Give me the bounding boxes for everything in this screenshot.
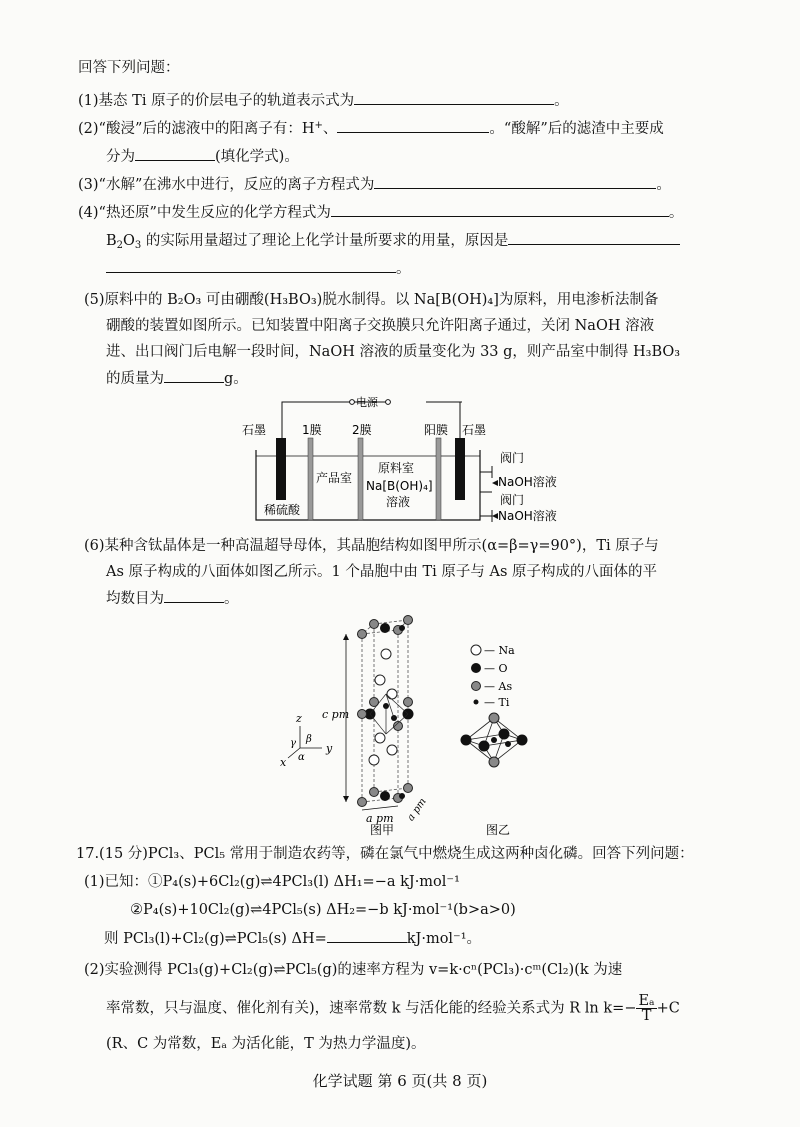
q6-text-a: 均数目为 (106, 591, 164, 607)
question-4-line1 (78, 202, 683, 223)
label-feed-room: 原料室 (378, 461, 415, 475)
q17-p1-text-a: 则 PCl₃(l)+Cl₂(g)⇌PCl₅(s) ΔH= (104, 931, 327, 947)
q4-sub1: 2 (116, 240, 124, 251)
q1-end: 。 (554, 93, 569, 109)
q3-answer-blank[interactable] (374, 174, 656, 189)
power-terminal-left (350, 400, 355, 405)
q17-p1-line3 (104, 928, 481, 949)
legend-na: — Na (484, 644, 515, 657)
activation-energy-fraction (636, 994, 656, 1023)
c-arrow-top (343, 634, 349, 640)
label-naoh-2: NaOH溶液 (498, 509, 557, 523)
a-dimension-bottom (362, 806, 398, 810)
q17-p2-line1: (2)实验测得 PCl₃(g)+Cl₂(g)⇌PCl₅(g)的速率方程为 v=k·cⁿ(PCl₃)·cᵐ(Cl₂)(k 为速 (84, 962, 623, 978)
q4-answer-blank-3[interactable] (106, 258, 396, 273)
legend-as: — As (484, 680, 513, 693)
q2-text-a: (2)“酸浸”后的滤液中的阳离子有：H (78, 121, 315, 137)
q17-p2-text-b: +C (656, 1000, 680, 1017)
membrane-1 (308, 438, 313, 520)
q6-line1: (6)某种含钛晶体是一种高温超导母体，其晶胞结构如图甲所示(α=β=γ=90°)，Ti 原子与 (84, 538, 659, 554)
q17-p2-line3: (R、C 为常数，Eₐ 为活化能，T 为热力学温度)。 (106, 1036, 426, 1052)
cation-membrane (436, 438, 441, 520)
q4-answer-blank-1[interactable] (331, 202, 669, 217)
membrane-2 (358, 438, 363, 520)
legend (471, 645, 481, 705)
crystal-structure-figure (270, 610, 570, 838)
q5-text-a: 的质量为 (106, 371, 164, 387)
label-membrane-2: 2膜 (352, 423, 372, 437)
power-label: 电源 (356, 396, 378, 409)
label-cation-membrane: 阳膜 (424, 423, 449, 437)
label-naoh-1: NaOH溶液 (498, 475, 557, 489)
q3-text: (3)“水解”在沸水中进行，反应的离子方程式为 (78, 177, 375, 193)
q5-line4 (106, 368, 248, 389)
q5-answer-blank[interactable] (164, 368, 224, 383)
q4-sub2: 3 (134, 240, 142, 251)
caption-figure-b: 图乙 (486, 823, 511, 837)
q1-answer-blank[interactable] (354, 90, 554, 105)
label-graphite-left: 石墨 (242, 423, 267, 437)
q5-text-b: g。 (224, 371, 248, 387)
axis-x-label: x (280, 756, 287, 769)
q4-o: O (123, 233, 135, 249)
q1-text: (1)基态 Ti 原子的价层电子的轨道表示式为 (78, 93, 355, 109)
q2-text-d: 分为 (106, 149, 135, 165)
caption-figure-a: 图甲 (370, 823, 395, 837)
question-4-line3 (106, 258, 411, 279)
axis-z-label: z (296, 712, 302, 725)
q6-answer-blank[interactable] (164, 588, 224, 603)
q2-sup: + (314, 120, 323, 131)
power-terminal-right (386, 400, 391, 405)
axis-y-label: y (326, 742, 333, 755)
label-graphite-right: 石墨 (462, 423, 487, 437)
q2-answer-blank-1[interactable] (337, 118, 489, 133)
beta-label: β (306, 734, 312, 745)
legend-ti: — Ti (484, 696, 510, 709)
q4-answer-blank-2[interactable] (508, 230, 680, 245)
question-4-line2 (106, 230, 680, 251)
q4-b: B (106, 233, 117, 249)
c-arrow-bottom (343, 796, 349, 802)
question-2-line1 (78, 118, 664, 139)
fraction-denominator: T (641, 1008, 652, 1024)
graphite-electrode-right (455, 438, 465, 500)
q5-line2: 硼酸的装置如图所示。已知装置中阳离子交换膜只允许阳离子通过，关闭 NaOH 溶液 (106, 318, 655, 334)
q17-header: 17.(15 分)PCl₃、PCl₅ 常用于制造农药等，磷在氯气中燃烧生成这两种卤化磷。回答下列问题： (76, 846, 694, 862)
label-dilute-acid: 稀硫酸 (264, 503, 301, 517)
question-2-line2 (106, 146, 299, 167)
fraction-numerator: Eₐ (638, 993, 655, 1009)
page-footer: 化学试题 第 6 页(共 8 页) (312, 1072, 488, 1090)
a-pm-label-side: a pm (405, 796, 429, 824)
octahedron-figure-b (461, 713, 528, 767)
q3-end: 。 (656, 177, 671, 193)
label-valve-1: 阀门 (500, 451, 525, 465)
q2-text-b: 、 (322, 121, 338, 137)
intro-text: 回答下列问题： (78, 60, 180, 76)
q17-p1-line2: ②P₄(s)+10Cl₂(g)⇌4PCl₅(s) ΔH₂=−b kJ·mol⁻¹(b>a>0) (130, 902, 516, 918)
q6-text-b: 。 (224, 591, 239, 607)
label-feed-formula: Na[B(OH)₄] (366, 479, 433, 493)
electrodialysis-apparatus-diagram (240, 390, 570, 530)
q17-p2-text-a: 率常数，只与温度、催化剂有关)，速率常数 k 与活化能的经验关系式为 R ln k=− (106, 1000, 637, 1017)
q5-line1: (5)原料中的 B₂O₃ 可由硼酸(H₃BO₃)脱水制得。以 Na[B(OH)₄]为原料，用电渗析法制备 (84, 292, 659, 308)
q6-line2: As 原子构成的八面体如图乙所示。1 个晶胞中由 Ti 原子与 As 原子构成的八面体的平 (106, 564, 658, 580)
q2-text-e: (填化学式)。 (215, 149, 299, 165)
a-pm-label-bottom: a pm (366, 812, 394, 825)
label-valve-2: 阀门 (500, 493, 525, 507)
graphite-electrode-left (276, 438, 286, 500)
q2-text-c: 。“酸解”后的滤渣中主要成 (489, 121, 664, 137)
alpha-label: α (298, 752, 305, 763)
q4-text-2: 的实际用量超过了理论上化学计量所要求的用量，原因是 (141, 233, 509, 249)
q2-answer-blank-2[interactable] (135, 146, 215, 161)
c-pm-label: c pm (322, 708, 350, 721)
q4-end-1: 。 (668, 205, 684, 221)
question-1 (78, 90, 569, 111)
legend-o: — O (484, 662, 508, 675)
question-3 (78, 174, 671, 195)
q17-p1-answer-blank[interactable] (327, 928, 407, 943)
label-product-room: 产品室 (316, 471, 353, 485)
q4-text: (4)“热还原”中发生反应的化学方程式为 (78, 205, 331, 221)
gamma-label: γ (290, 738, 296, 749)
label-membrane-1: 1膜 (302, 423, 322, 437)
q6-line3 (106, 588, 239, 609)
label-feed-solution: 溶液 (386, 495, 411, 509)
q5-line3: 进、出口阀门后电解一段时间，NaOH 溶液的质量变化为 33 g，则产品室中制得 H₃BO₃ (106, 344, 681, 360)
q4-end-3: 。 (396, 261, 411, 277)
q17-p1-line1: (1)已知：①P₄(s)+6Cl₂(g)⇌4PCl₃(l) ΔH₁=−a kJ·mol⁻¹ (84, 874, 460, 890)
q17-p2-line2 (106, 994, 680, 1023)
q17-p1-text-b: kJ·mol⁻¹。 (406, 931, 482, 947)
